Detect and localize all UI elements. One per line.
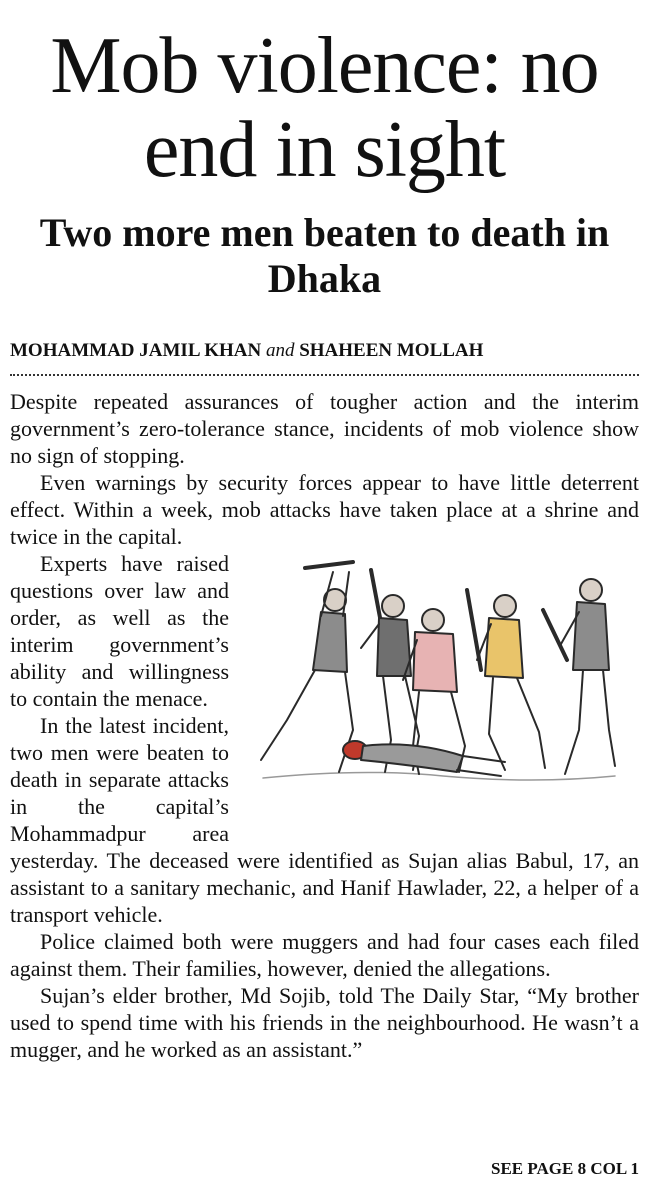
subheadline: Two more men beaten to death in Dhaka — [39, 210, 610, 301]
continuation-note: SEE PAGE 8 COL 1 — [491, 1159, 639, 1178]
paragraph: Police claimed both were muggers and had four cases each filed against them. Their families, however, denied the allegations. — [10, 929, 639, 981]
byline-divider — [10, 374, 639, 376]
byline-conjunction: and — [265, 340, 295, 361]
author-name: MOHAMMAD JAMIL KHAN — [10, 340, 262, 361]
headline: Mob violence: no end in sight — [50, 22, 599, 194]
paragraph: Despite repeated assurances of tougher action and the interim government’s zero-tolerance stance, incidents of mob violence show no sign of stopping. — [10, 389, 639, 468]
mob-attack-illustration — [243, 550, 639, 820]
paragraph: Even warnings by security forces appear to have little deterrent effect. Within a week, mob attacks have taken place at a shrine and twice in the capital. — [10, 470, 639, 549]
author-name: SHAHEEN MOLLAH — [299, 340, 484, 361]
paragraph: Experts have raised questions over law and order, as well as the interim government’s ability and willingness to contain the menace. — [10, 551, 229, 711]
paragraph: Sujan’s elder brother, Md Sojib, told The Daily Star, “My brother used to spend time with his friends in the neighbourhood. He wasn’t a mugger, and he worked as an assistant.” — [10, 983, 639, 1062]
paragraph: In the latest incident, two men were beaten to death in separate attacks in the capital’s Mohammadpur area yesterday. The deceased were identified as Sujan alias Babul, 17, an assistant to a sanitary mechanic, and Hanif Hawlader, 22, a helper of a transport vehicle. — [10, 713, 639, 927]
article-body — [10, 388, 639, 1063]
byline — [10, 339, 640, 363]
